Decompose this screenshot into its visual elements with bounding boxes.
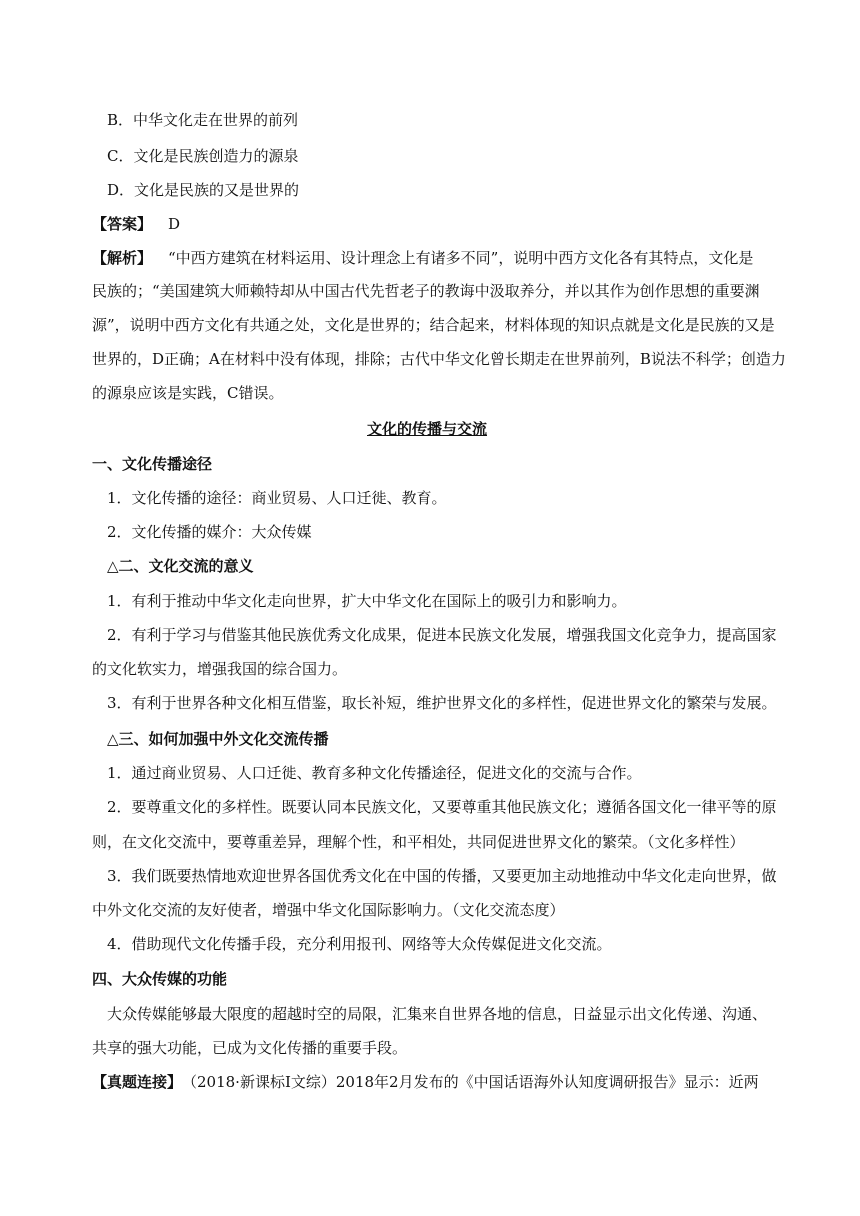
h2-item-3-text: 3．有利于世界各种文化相互借鉴，取长补短，维护世界文化的多样性，促进世界文化的繁荣与发展。 — [107, 694, 777, 712]
analysis-text-2: 民族的；“美国建筑大师赖特却从中国古代先哲老子的教诲中汲取养分，并以其作为创作思想的重要渊 — [92, 282, 760, 300]
h3-item-3b-text: 中外文化交流的友好使者，增强中华文化国际影响力。（文化交流态度） — [92, 901, 565, 919]
answer-value: D — [168, 215, 181, 233]
h3-item-1-text: 1．通过商业贸易、人口迁徙、教育多种文化传播途径，促进文化的交流与合作。 — [107, 764, 642, 782]
h2-item-2b-text: 的文化软实力，增强我国的综合国力。 — [92, 660, 348, 678]
h1-item-2-text: 2．文化传播的媒介：大众传媒 — [107, 523, 312, 541]
heading-1-text: 一、文化传播途径 — [92, 455, 213, 473]
h2-item-2a-text: 2．有利于学习与借鉴其他民族优秀文化成果，促进本民族文化发展，增强我国文化竞争力，提高国家 — [107, 626, 777, 644]
option-c-text: C．文化是民族创造力的源泉 — [107, 147, 299, 165]
section-title-text: 文化的传播与交流 — [367, 420, 488, 438]
heading-4-text: 四、大众传媒的功能 — [92, 970, 228, 988]
h3-item-4-text: 4．借助现代文化传播手段，充分利用报刊、网络等大众传媒促进文化交流。 — [107, 935, 612, 953]
h1-item-1-text: 1．文化传播的途径：商业贸易、人口迁徙、教育。 — [107, 489, 447, 507]
h2-item-1-text: 1．有利于推动中华文化走向世界，扩大中华文化在国际上的吸引力和影响力。 — [107, 592, 627, 610]
analysis-text-5: 的源泉应该是实践，C错误。 — [92, 384, 284, 402]
h4-para-a-text: 大众传媒能够最大限度的超越时空的局限，汇集来自世界各地的信息，日益显示出文化传递、沟通、 — [107, 1005, 768, 1023]
option-d-text: D．文化是民族的又是世界的 — [107, 181, 300, 199]
option-b-text: B．中华文化走在世界的前列 — [107, 111, 299, 129]
analysis-text-4: 世界的，D正确；A在材料中没有体现，排除；古代中华文化曾长期走在世界前列，B说法不科学；创造力 — [92, 350, 786, 368]
answer-label: 【答案】 — [92, 215, 153, 233]
h3-item-2a-text: 2．要尊重文化的多样性。既要认同本民族文化，又要尊重其他民族文化；遵循各国文化一律平等的原 — [107, 798, 777, 816]
analysis-label: 【解析】 — [92, 249, 153, 267]
heading-2-text: △二、文化交流的意义 — [107, 557, 254, 575]
h3-item-3a-text: 3．我们既要热情地欢迎世界各国优秀文化在中国的传播，又要更加主动地推动中华文化走向世界，做 — [107, 867, 777, 885]
analysis-text-3: 源”，说明中西方文化有共通之处，文化是世界的；结合起来，材料体现的知识点就是文化是民族的又是 — [92, 316, 775, 334]
h4-para-b-text: 共享的强大功能，已成为文化传播的重要手段。 — [92, 1039, 408, 1057]
h3-item-2b-text: 则，在文化交流中，要尊重差异，理解个性，和平相处，共同促进世界文化的繁荣。（文化多样性） — [92, 833, 745, 851]
exam-link-text: （2018·新课标Ⅰ文综）2018年2月发布的《中国话语海外认知度调研报告》显示：近两 — [182, 1073, 759, 1091]
analysis-text-1: “中西方建筑在材料运用、设计理念上有诸多不同”，说明中西方文化各有其特点，文化是 — [168, 249, 754, 267]
exam-link-label: 【真题连接】 — [92, 1073, 183, 1091]
heading-3-text: △三、如何加强中外文化交流传播 — [107, 730, 329, 748]
